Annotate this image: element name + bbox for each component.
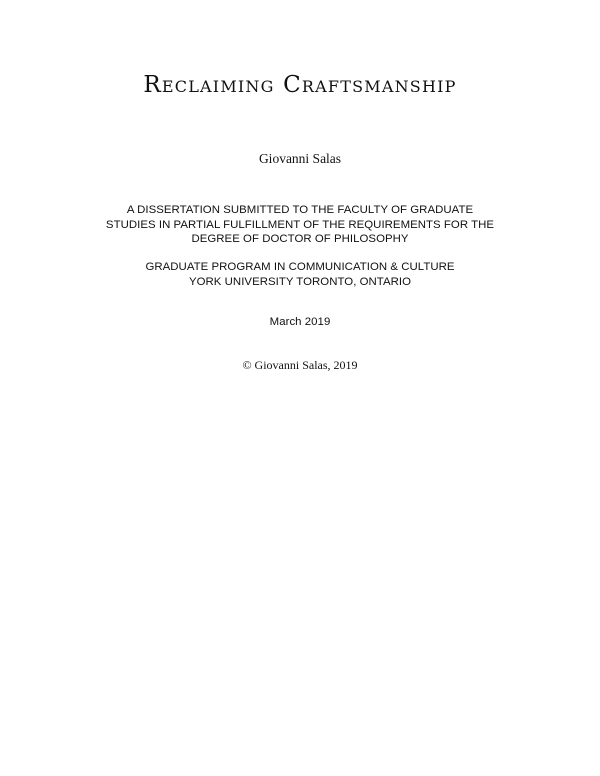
author-name: Giovanni Salas bbox=[258, 151, 342, 166]
program-line-2: YORK UNIVERSITY TORONTO, ONTARIO bbox=[188, 275, 412, 288]
dissertation-title: Reclaiming Craftsmanship bbox=[143, 72, 457, 98]
submission-statement-line-1: A DISSERTATION SUBMITTED TO THE FACULTY OF GRADUATE bbox=[126, 204, 474, 216]
program-line-1: GRADUATE PROGRAM IN COMMUNICATION & CULTURE bbox=[145, 261, 455, 273]
submission-statement-line-2: STUDIES IN PARTIAL FULFILLMENT OF THE REQUIREMENTS FOR THE bbox=[105, 218, 495, 231]
submission-statement-line-3: DEGREE OF DOCTOR OF PHILOSOPHY bbox=[191, 233, 409, 245]
submission-date: March 2019 bbox=[269, 316, 331, 328]
copyright-notice: © Giovanni Salas, 2019 bbox=[242, 358, 358, 372]
